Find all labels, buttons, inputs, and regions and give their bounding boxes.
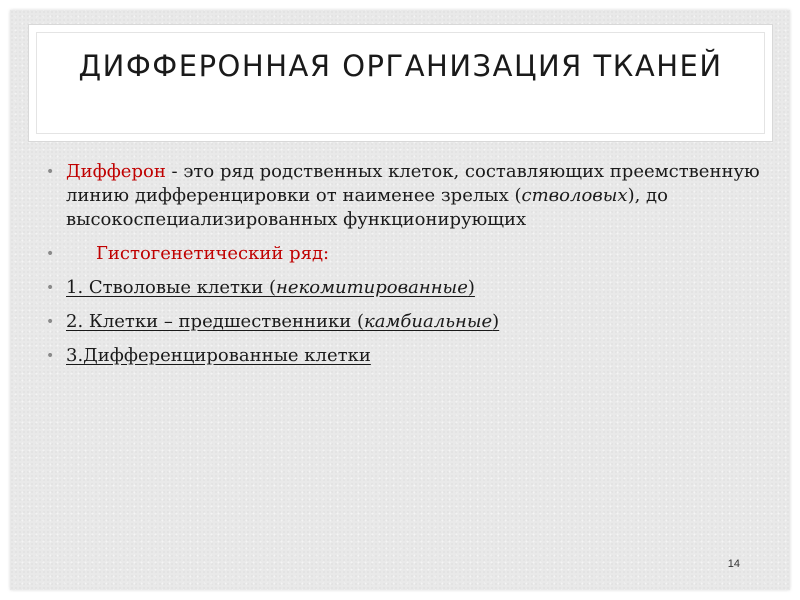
bullet-dot-icon: • (46, 280, 55, 296)
stem-cells-close: ) (467, 277, 475, 298)
stem-cells-item (66, 277, 475, 298)
definition-text-end: ), до высокоспециализированных функционирующих (66, 185, 668, 230)
bullet-dot-icon: • (46, 314, 55, 330)
list-item (46, 160, 766, 232)
list-item (46, 310, 766, 334)
slide-title: ДИФФЕРОННАЯ ОРГАНИЗАЦИЯ ТКАНЕЙ (78, 49, 723, 83)
differentiated-cells-item: 3.Дифференцированные клетки (66, 345, 371, 366)
definition-italic: стволовых (521, 185, 628, 206)
list-item (46, 276, 766, 300)
definition-text: - это ряд родственных клеток, составляющих преемственную линию дифференцировки от наименее зрелых ( (66, 161, 760, 206)
histogenetic-heading: Гистогенетический ряд: (96, 243, 330, 264)
term-differon: Дифферон (66, 161, 166, 182)
bullet-list (46, 160, 766, 368)
list-item (46, 344, 766, 368)
bullet-dot-icon: • (46, 348, 55, 364)
stem-cells-italic: некомитированные (276, 277, 468, 298)
stem-cells-text: 1. Стволовые клетки ( (66, 277, 276, 298)
progenitor-cells-text: 2. Клетки – предшественники ( (66, 311, 365, 332)
slide (10, 10, 790, 590)
progenitor-cells-item (66, 311, 499, 332)
progenitor-cells-italic: камбиальные (364, 311, 493, 332)
bullet-dot-icon: • (46, 164, 55, 180)
slide-number: 14 (727, 558, 740, 570)
list-item (46, 242, 766, 266)
bullet-dot-icon: • (46, 246, 55, 262)
title-box (28, 24, 773, 142)
slide-content (46, 160, 766, 378)
progenitor-cells-close: ) (492, 311, 500, 332)
